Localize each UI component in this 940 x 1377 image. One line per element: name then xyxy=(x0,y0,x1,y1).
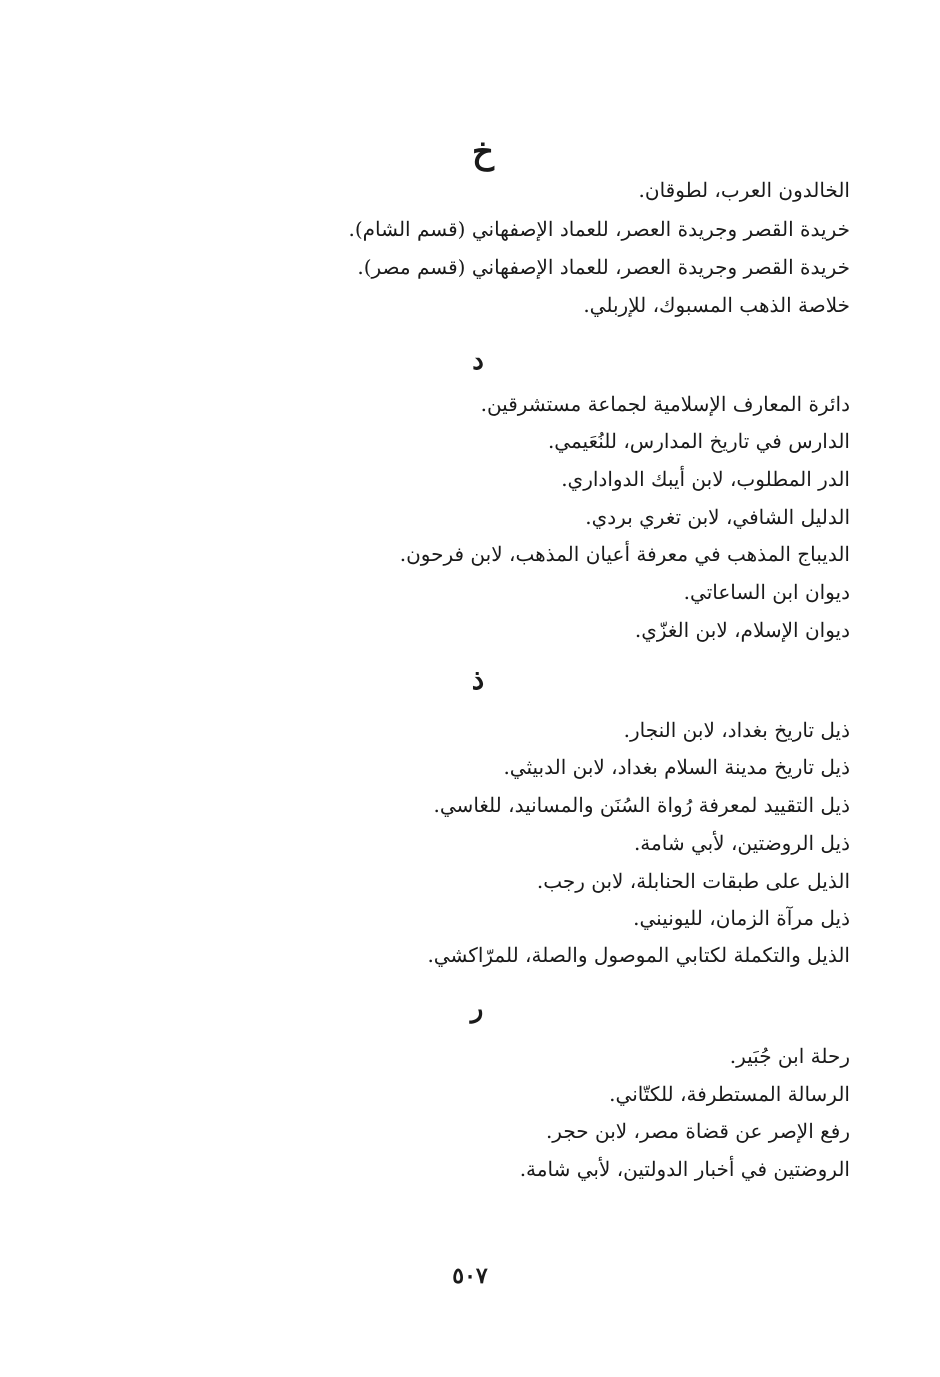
bibliography-entry: دائرة المعارف الإسلامية لجماعة مستشرقين. xyxy=(480,392,850,416)
bibliography-entry: ذيل الروضتين، لأبي شامة. xyxy=(633,831,850,855)
bibliography-entry: الدارس في تاريخ المدارس، للنُعَيمي. xyxy=(547,429,850,453)
bibliography-entry: رفع الإصر عن قضاة مصر، لابن حجر. xyxy=(545,1119,850,1143)
bibliography-entry: ذيل تاريخ مدينة السلام بغداد، لابن الدبيثي. xyxy=(503,755,850,779)
bibliography-entry: الدليل الشافي، لابن تغري بردي. xyxy=(585,505,850,529)
section-heading-kha: خ xyxy=(472,132,494,172)
bibliography-entry: الخالدون العرب، لطوقان. xyxy=(638,178,850,202)
bibliography-entry: الروضتين في أخبار الدولتين، لأبي شامة. xyxy=(519,1157,850,1181)
bibliography-entry: الذيل والتكملة لكتابي الموصول والصلة، للمرّاكشي. xyxy=(427,943,850,967)
bibliography-entry: ذيل تاريخ بغداد، لابن النجار. xyxy=(623,718,850,742)
bibliography-entry: ذيل مرآة الزمان، لليونيني. xyxy=(633,906,850,930)
bibliography-entry: خلاصة الذهب المسبوك، للإربلي. xyxy=(583,293,850,317)
bibliography-entry: خريدة القصر وجريدة العصر، للعماد الإصفهاني (قسم مصر). xyxy=(357,255,850,279)
bibliography-entry: خريدة القصر وجريدة العصر، للعماد الإصفهاني (قسم الشام). xyxy=(348,217,850,241)
bibliography-entry: رحلة ابن جُبَير. xyxy=(729,1044,850,1068)
bibliography-entry: ذيل التقييد لمعرفة رُواة السُنَن والمسانيد، للغاسي. xyxy=(433,793,850,817)
bibliography-entry: الرسالة المستطرفة، للكتّاني. xyxy=(609,1082,850,1106)
bibliography-entry: ديوان ابن الساعاتي. xyxy=(683,580,850,604)
section-heading-dal: د xyxy=(472,346,484,376)
page-number: ٥٠٧ xyxy=(452,1263,488,1289)
bibliography-entry: الذيل على طبقات الحنابلة، لابن رجب. xyxy=(536,869,850,893)
bibliography-entry: الديباج المذهب في معرفة أعيان المذهب، لابن فرحون. xyxy=(399,542,850,566)
section-heading-dhal: ذ xyxy=(471,663,485,696)
section-heading-ra: ر xyxy=(470,994,484,1024)
bibliography-entry: الدر المطلوب، لابن أيبك الدواداري. xyxy=(561,467,850,491)
bibliography-entry: ديوان الإسلام، لابن الغزّي. xyxy=(634,618,850,642)
